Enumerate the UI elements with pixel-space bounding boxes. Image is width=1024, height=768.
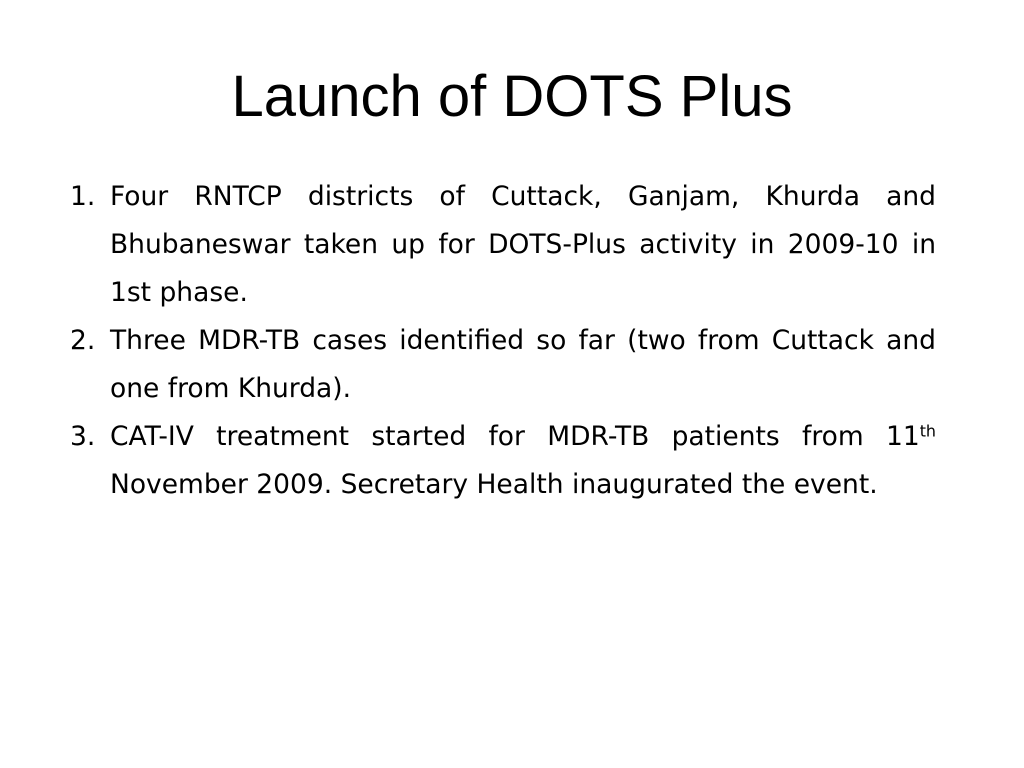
list-item-number: 1. — [70, 181, 96, 212]
list-item-text: Three MDR-TB cases identified so far (two from Cuttack and one from Khurda). — [110, 325, 936, 404]
numbered-list — [70, 173, 936, 509]
list-item-text — [110, 413, 936, 509]
list-item-number: 2. — [70, 325, 96, 356]
ordinal-superscript: th — [919, 421, 936, 441]
list-item — [70, 317, 936, 413]
list-item — [70, 173, 936, 317]
list-item-text: Four RNTCP districts of Cuttack, Ganjam, Khurda and Bhubaneswar taken up for DOTS-Plus activity in 2009-10 in 1st phase. — [110, 181, 936, 308]
list-item-number: 3. — [70, 421, 96, 452]
list-item-text-end: November 2009. Secretary Health inaugurated the event. — [110, 469, 878, 500]
slide-title: Launch of DOTS Plus — [231, 64, 793, 129]
list-item — [70, 413, 936, 509]
list-item-text-start: CAT-IV treatment started for MDR-TB patients from 11 — [110, 421, 920, 452]
